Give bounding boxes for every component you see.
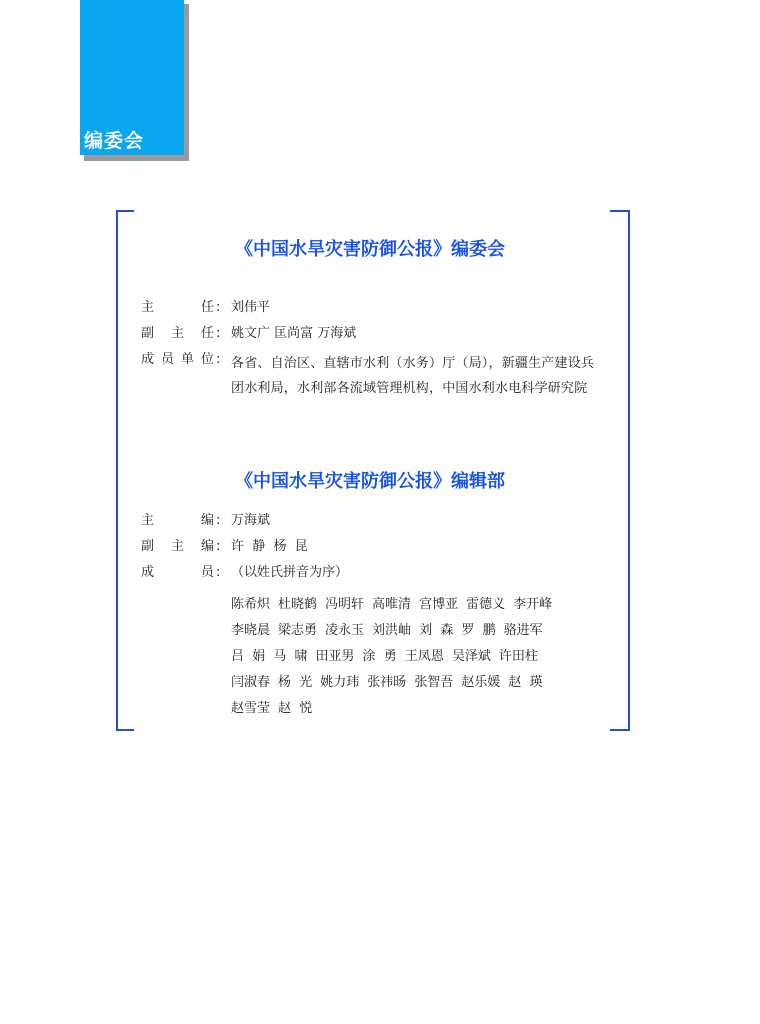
editorial-title: 《中国水旱灾害防御公报》编辑部	[235, 471, 505, 492]
staff-name-row	[231, 671, 551, 690]
frame-bottom-left-corner	[116, 729, 134, 731]
staff-name: 姚力玮	[320, 675, 360, 690]
staff-name: 刘 森	[419, 623, 454, 638]
staff-name: 冯明轩	[325, 597, 365, 612]
members-line-1: 各省、自治区、直辖市水利（水务）厅（局），新疆生产建设兵	[231, 356, 595, 371]
frame-top-right-corner	[610, 210, 628, 212]
staff-note: （以姓氏拼音为序）	[231, 565, 349, 580]
staff-name-row	[231, 697, 320, 716]
staff-name: 赵 瑛	[508, 675, 543, 690]
staff-name: 凌永玉	[325, 623, 365, 638]
staff-name: 骆进军	[503, 623, 543, 638]
members-label: 成 员 单 位 :	[141, 352, 221, 367]
staff-name: 梁志勇	[278, 623, 318, 638]
staff-name: 赵乐媛	[461, 675, 501, 690]
staff-name: 杨 光	[278, 675, 313, 690]
staff-name: 张祎旸	[367, 675, 407, 690]
staff-name: 刘洪岫	[372, 623, 412, 638]
staff-name: 罗 鹏	[461, 623, 496, 638]
staff-name-row	[231, 619, 551, 638]
staff-name: 涂 勇	[362, 649, 397, 664]
staff-label: 成 员 :	[141, 565, 221, 580]
staff-name: 李开峰	[513, 597, 553, 612]
frame-right-bracket	[610, 210, 630, 731]
committee-title: 《中国水旱灾害防御公报》编委会	[235, 239, 505, 260]
chief-editor-value: 万海斌	[231, 513, 271, 528]
staff-name: 闫淑春	[231, 675, 271, 690]
staff-name: 陈希炽	[231, 597, 271, 612]
staff-name: 田亚男	[315, 649, 355, 664]
staff-name: 高唯清	[372, 597, 412, 612]
staff-name: 许田柱	[498, 649, 538, 664]
members-line-2: 团水利局，水利部各流域管理机构，中国水利水电科学研究院	[231, 381, 588, 396]
frame-top-left-corner	[116, 210, 134, 212]
staff-name: 王凤恩	[404, 649, 444, 664]
frame-left-bracket	[116, 210, 136, 731]
staff-name: 雷德义	[466, 597, 506, 612]
staff-name-row	[231, 593, 560, 612]
staff-name: 吴泽斌	[451, 649, 491, 664]
frame-bottom-right-corner	[610, 729, 628, 731]
director-value: 刘伟平	[231, 300, 271, 315]
staff-name-row	[231, 645, 546, 664]
staff-name: 宫博亚	[419, 597, 459, 612]
staff-name: 赵 悦	[278, 701, 313, 716]
staff-name: 李晓晨	[231, 623, 271, 638]
staff-name: 杜晓鹤	[278, 597, 318, 612]
deputy-value: 姚文广 匡尚富 万海斌	[231, 326, 357, 341]
staff-name: 张智吾	[414, 675, 454, 690]
director-label: 主 任 :	[141, 300, 221, 315]
staff-name: 赵雪莹	[231, 701, 271, 716]
staff-name: 马 啸	[273, 649, 308, 664]
deputy-label: 副 主 任 :	[141, 326, 221, 341]
staff-name: 吕 娟	[231, 649, 266, 664]
deputy-chief-label: 副 主 编 :	[141, 539, 221, 554]
section-tab-label: 编委会	[84, 130, 145, 152]
deputy-chief-value: 许 静 杨 昆	[231, 539, 308, 554]
chief-editor-label: 主 编 :	[141, 513, 221, 528]
